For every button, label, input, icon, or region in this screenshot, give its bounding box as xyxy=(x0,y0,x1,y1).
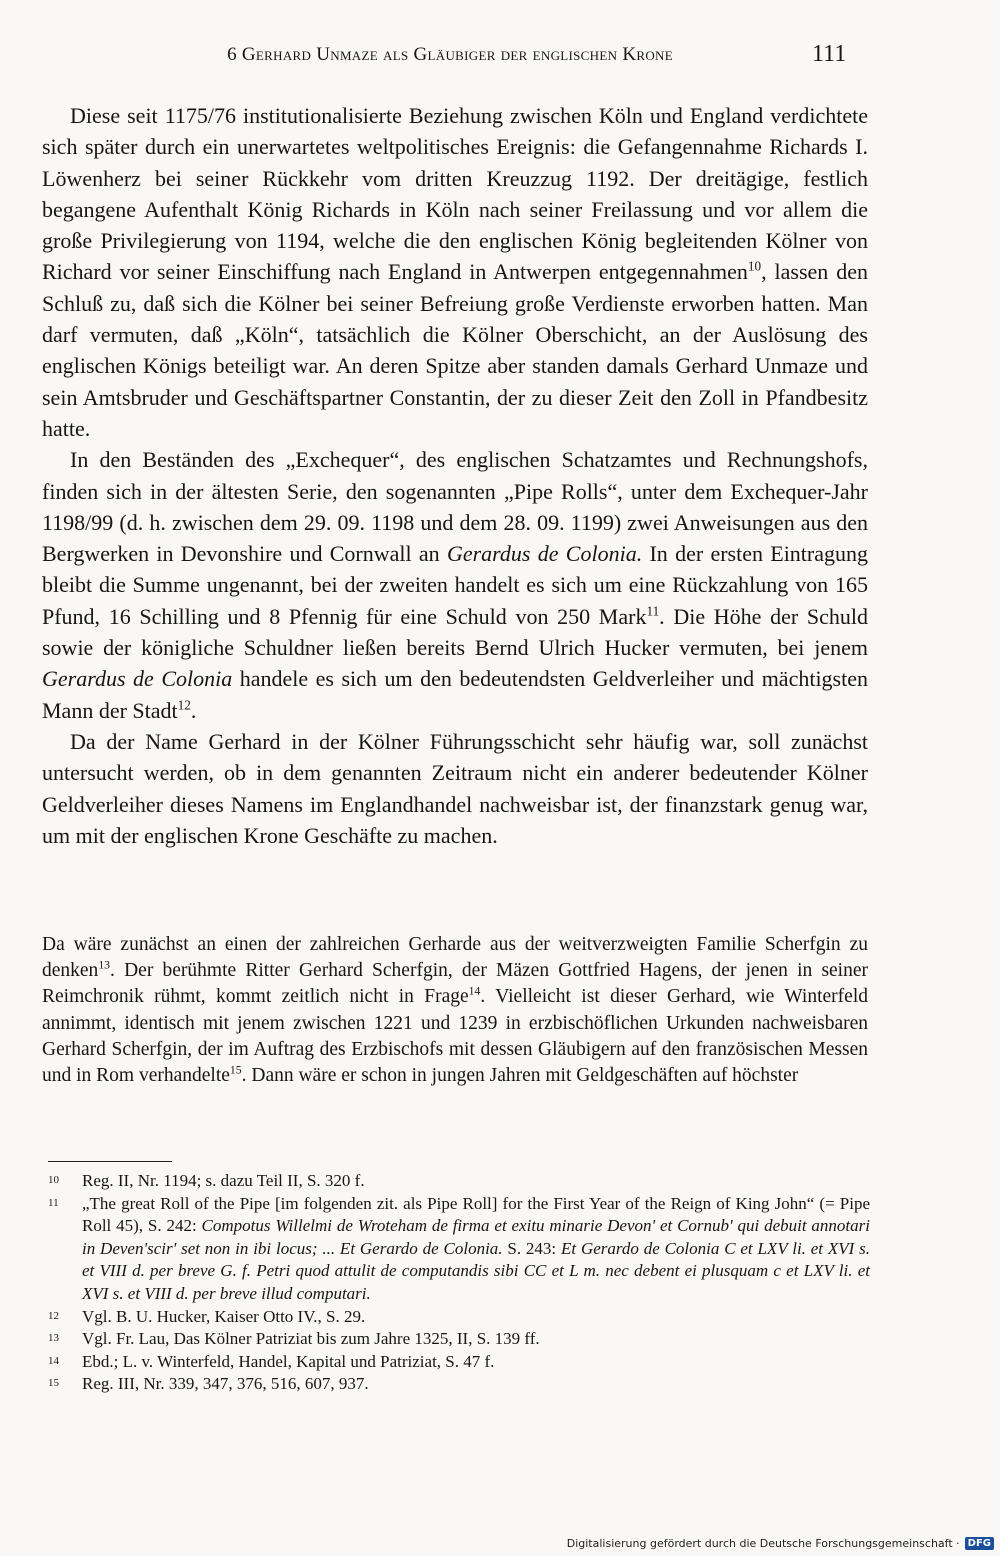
footnote-number: 15 xyxy=(48,1377,59,1390)
footnote-14 xyxy=(48,1351,870,1374)
footnote-15 xyxy=(48,1373,870,1396)
footnote-text: Ebd.; L. v. Winterfeld, Handel, Kapital und Patriziat, S. 47 f. xyxy=(82,1351,495,1371)
paragraph-1 xyxy=(42,100,868,444)
footnote-ref-12: 12 xyxy=(177,697,191,713)
text-run: Diese seit 1175/76 institutionalisierte Beziehung zwischen Köln und England verdichtete sich später durch ein unerwartetes weltpolitisches Ereignis: die Gefangennahme Richards I. Löwenherz bei seiner Rückkehr vom dritten Kreuzzug 1192. Der dreitägige, festlich begangene Aufenthalt König Richards in Köln nach seiner Freilassung und vor allem die große Privilegierung von 1194, welche die den englischen König begleitenden Kölner von Richard vor seiner Einschiffung nach England in Antwerpen entgegennahmen xyxy=(42,103,868,285)
page-number: 111 xyxy=(812,41,847,67)
italic-name: Gerardus de Colonia xyxy=(42,666,233,692)
footnote-number: 11 xyxy=(48,1196,59,1209)
italic-name: Gerardus de Colonia. xyxy=(446,541,643,567)
footnote-ref-10: 10 xyxy=(747,259,762,275)
text-run: . Vielleicht ist dieser Gerhard, wie Winterfeld annimmt, identisch mit jenem zwischen 1221 und 1239 in erzbischöflichen Urkunden nachweisbaren Gerhard Scherfgin, der im Auftrag des Erzbischofs mit dessen Gläubigern auf den französischen Messen und in Rom verhandelte xyxy=(42,986,868,1087)
text-run: Da wäre zunächst an einen der zahlreichen Gerharde aus der weitverzweigten Familie Scherfgin zu denken xyxy=(42,934,868,982)
footnote-ref-13: 13 xyxy=(98,958,110,972)
text-run: . xyxy=(190,697,197,723)
small-paragraph xyxy=(42,932,868,1089)
text-run: , lassen den Schluß zu, daß sich die Kölner bei seiner Befreiung große Verdienste erworben hatten. Man darf vermuten, daß „Köln“, tatsächlich die Kölner Oberschicht, an der Auslösung des englischen Königs beteiligt war. An deren Spitze aber standen damals Gerhard Unmaze und sein Amtsbruder und Geschäftspartner Constantin, der zu dieser Zeit den Zoll in Pfandbesitz hatte. xyxy=(42,259,869,441)
footnote-text xyxy=(82,1193,870,1306)
text-run: In der ersten Eintragung bleibt die Summe ungenannt, bei der zweiten handelt es sich um eine Rückzahlung von 165 Pfund, 16 Schilling und 8 Pfennig für eine Schuld von 250 Mark xyxy=(42,541,869,629)
latin-quote: Et Gerardo de Colonia C et LXV li. et XVI s. et VIII d. per breve G. f. Petri quod attulit de computandis sibi CC et L m. nec debent ei plusquam c et LXV li. et XVI s. et VIII d. per breve illud computari. xyxy=(82,1238,870,1303)
footnote-text: Reg. III, Nr. 339, 347, 376, 516, 607, 937. xyxy=(82,1374,369,1394)
text-run: . Der berühmte Ritter Gerhard Scherfgin, der Mäzen Gottfried Hagens, der jenen in seiner Reimchronik rühmt, kommt zeitlich nicht in Frage xyxy=(42,960,868,1008)
footnote-number: 13 xyxy=(48,1332,59,1345)
footnote-number: 12 xyxy=(48,1309,59,1322)
footnote-text: Vgl. B. U. Hucker, Kaiser Otto IV., S. 29. xyxy=(82,1306,366,1326)
footnote-11 xyxy=(48,1193,870,1306)
latin-quote: Compotus Willelmi de Wroteham de firma et exitu minarie Devon' et Cornub' qui debuit annotari in Deven'scir' set non in ibi locus; ... Et Gerardo de Colonia. xyxy=(82,1216,870,1258)
small-print-section xyxy=(42,932,868,1089)
text-run: In den Beständen des „Exchequer“, des englischen Schatzamtes und Rechnungshofs, finden sich in der ältesten Serie, den sogenannten „Pipe Rolls“, unter dem Exchequer-Jahr 1198/99 (d. h. zwischen dem 29. 09. 1198 und dem 28. 09. 1199) zwei Anweisungen aus den Bergwerken in Devonshire und Cornwall an xyxy=(42,447,868,567)
footnote-ref-15: 15 xyxy=(229,1063,242,1077)
footnote-10 xyxy=(48,1170,870,1193)
text-run: handele es sich um den bedeutendsten Geldverleiher und mächtigsten Mann der Stadt xyxy=(42,666,868,723)
footnotes xyxy=(48,1170,870,1396)
digitization-credit xyxy=(567,1537,994,1550)
footnote-number: 10 xyxy=(48,1174,59,1186)
text-run: S. 243: xyxy=(502,1238,561,1258)
running-title: 6 Gerhard Unmaze als Gläubiger der englischen Krone xyxy=(227,44,673,65)
footnote-ref-14: 14 xyxy=(468,984,481,998)
footnote-text: Reg. II, Nr. 1194; s. dazu Teil II, S. 320 f. xyxy=(82,1171,365,1190)
footnote-13 xyxy=(48,1328,870,1351)
footnote-number: 14 xyxy=(48,1354,59,1367)
text-run: . Dann wäre er schon in jungen Jahren mit Geldgeschäften auf höchster xyxy=(241,1065,799,1087)
credit-text: Digitalisierung gefördert durch die Deutsche Forschungsgemeinschaft · xyxy=(566,1537,960,1550)
dfg-logo-icon: DFG xyxy=(965,1537,994,1550)
footnote-rule xyxy=(48,1161,172,1162)
footnote-ref-11: 11 xyxy=(646,603,660,619)
footnote-text: Vgl. Fr. Lau, Das Kölner Patriziat bis zum Jahre 1325, II, S. 139 ff. xyxy=(82,1329,540,1349)
footnote-12 xyxy=(48,1306,870,1329)
text-run: „The great Roll of the Pipe [im folgenden zit. als Pipe Roll] for the First Year of the Reign of King John“ (= Pipe Roll 45), S. 242: xyxy=(82,1193,870,1236)
main-text xyxy=(42,100,868,851)
paragraph-3: Da der Name Gerhard in der Kölner Führungsschicht sehr häufig war, soll zunächst untersucht werden, ob in dem genannten Zeitraum nicht ein anderer bedeutender Kölner Geldverleiher dieses Namens im Englandhandel nachweisbar ist, der finanzstark genug war, um mit der englischen Krone Geschäfte zu machen. xyxy=(42,728,868,848)
text-run: . Die Höhe der Schuld sowie der königliche Schuldner ließen bereits Bernd Ulrich Hucker vermuten, bei jenem xyxy=(42,603,869,661)
paragraph-2 xyxy=(42,444,868,726)
